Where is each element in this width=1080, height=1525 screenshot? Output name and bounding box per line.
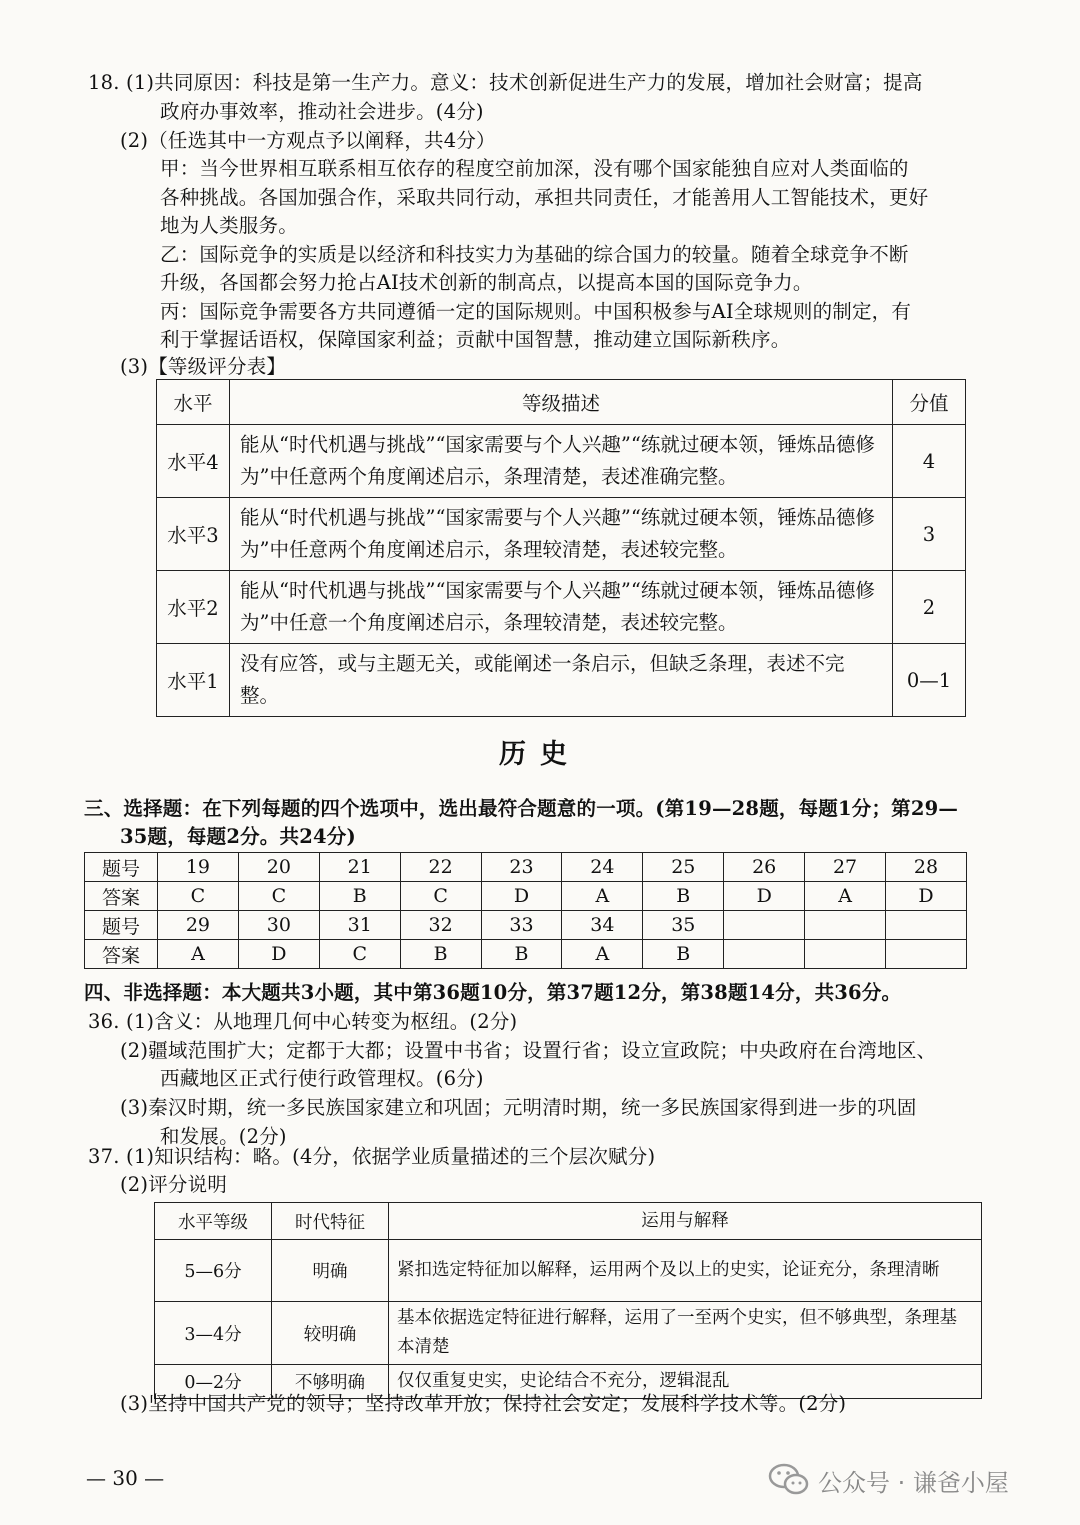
answer-cell: 19 [158, 853, 239, 882]
grading-table-level [156, 379, 966, 717]
table-header-row [155, 1203, 982, 1240]
score-cell: 0—1 [893, 644, 966, 717]
row-label: 题号 [85, 911, 158, 940]
answer-cell: 28 [886, 853, 967, 882]
q18-line-4: 甲：当今世界相互联系相互依存的程度空前加深，没有哪个国家能独自应对人类面临的 [160, 157, 909, 180]
q36-line-5: 和发展。(2分) [160, 1125, 287, 1148]
feature-cell: 明确 [272, 1240, 389, 1302]
answer-cell: A [805, 882, 886, 911]
answer-cell: B [319, 882, 400, 911]
answer-cell: C [238, 882, 319, 911]
q18-line-6: 地为人类服务。 [160, 214, 298, 237]
table-header-feature: 时代特征 [272, 1203, 389, 1240]
answer-cell: 34 [562, 911, 643, 940]
wechat-icon [768, 1462, 810, 1498]
desc-cell: 仅仅重复史实，史论结合不充分，逻辑混乱 [389, 1365, 982, 1399]
table-row [85, 911, 967, 940]
row-label: 答案 [85, 940, 158, 969]
answer-cell: 33 [481, 911, 562, 940]
q18-line-9: 丙：国际竞争需要各方共同遵循一定的国际规则。中国积极参与AI全球规则的制定，有 [160, 300, 912, 323]
answer-cell: 32 [400, 911, 481, 940]
table-header-score: 分值 [893, 380, 966, 425]
feature-cell: 较明确 [272, 1302, 389, 1365]
watermark [768, 1462, 1009, 1498]
table-row [155, 1240, 982, 1302]
table-row [157, 425, 966, 498]
answer-cell [886, 940, 967, 969]
answer-cell: 23 [481, 853, 562, 882]
answer-cell: C [400, 882, 481, 911]
watermark-text: 公众号 · 谦爸小屋 [818, 1468, 1009, 1497]
q18-line-1: 18. (1)共同原因：科技是第一生产力。意义：技术创新促进生产力的发展，增加社会财富；提高 [88, 71, 923, 94]
answer-cell: 26 [724, 853, 805, 882]
answer-cell: B [400, 940, 481, 969]
answer-cell [805, 940, 886, 969]
answer-cell: 29 [158, 911, 239, 940]
answer-cell: A [562, 882, 643, 911]
score-cell: 2 [893, 571, 966, 644]
q36-line-3: 西藏地区正式行使行政管理权。(6分) [160, 1067, 484, 1090]
score-cell: 4 [893, 425, 966, 498]
level-cell: 水平4 [157, 425, 230, 498]
answer-cell: D [238, 940, 319, 969]
answer-cell: 31 [319, 911, 400, 940]
desc-cell: 没有应答，或与主题无关，或能阐述一条启示，但缺乏条理，表述不完整。 [230, 644, 893, 717]
table-row [157, 644, 966, 717]
q18-line-8: 升级，各国都会努力抢占AI技术创新的制高点，以提高本国的国际竞争力。 [160, 271, 813, 294]
q18-line-7: 乙：国际竞争的实质是以经济和科技实力为基础的综合国力的较量。随着全球竞争不断 [160, 243, 909, 266]
table-row [155, 1302, 982, 1365]
answer-cell [724, 940, 805, 969]
q18-line-2: 政府办事效率，推动社会进步。(4分) [160, 100, 484, 123]
answer-cell: 30 [238, 911, 319, 940]
q36-line-4: (3)秦汉时期，统一多民族国家建立和巩固；元明清时期，统一多民族国家得到进一步的巩固 [120, 1096, 917, 1119]
level-cell: 水平2 [157, 571, 230, 644]
answer-cell [886, 911, 967, 940]
desc-cell: 基本依据选定特征进行解释，运用了一至两个史实，但不够典型，条理基本清楚 [389, 1302, 982, 1365]
q37-line-2: (2)评分说明 [120, 1173, 228, 1196]
answer-cell: B [643, 940, 724, 969]
q18-line-11: (3)【等级评分表】 [120, 355, 287, 378]
q18-line-5: 各种挑战。各国加强合作，采取共同行动，承担共同责任，才能善用人工智能技术，更好 [160, 186, 929, 209]
level-cell: 水平1 [157, 644, 230, 717]
level-cell: 0—2分 [155, 1365, 272, 1399]
q37-line-3: (3)坚持中国共产党的领导；坚持改革开放；保持社会安定；发展科学技术等。(2分) [120, 1392, 847, 1415]
section4-heading: 四、非选择题：本大题共3小题，其中第36题10分，第37题12分，第38题14分，共36分。 [84, 981, 902, 1004]
table-header-level: 水平 [157, 380, 230, 425]
page-number: — 30 — [86, 1466, 165, 1490]
q37-line-1: 37. (1)知识结构：略。(4分，依据学业质量描述的三个层次赋分) [88, 1145, 656, 1168]
level-cell: 水平3 [157, 498, 230, 571]
desc-cell: 紧扣选定特征加以解释，运用两个及以上的史实，论证充分，条理清晰 [389, 1240, 982, 1302]
table-header-level: 水平等级 [155, 1203, 272, 1240]
desc-cell: 能从“时代机遇与挑战”“国家需要与个人兴趣”“练就过硬本领，锤炼品德修为”中任意两个角度阐述启示，条理较清楚，表述较完整。 [230, 498, 893, 571]
answer-cell: 25 [643, 853, 724, 882]
feature-cell: 不够明确 [272, 1365, 389, 1399]
q18-line-10: 利于掌握话语权，保障国家利益；贡献中国智慧，推动建立国际新秩序。 [160, 328, 791, 351]
answer-cell: A [562, 940, 643, 969]
level-cell: 5—6分 [155, 1240, 272, 1302]
answer-cell: C [319, 940, 400, 969]
table-row [85, 882, 967, 911]
answer-cell: 24 [562, 853, 643, 882]
answer-cell [724, 911, 805, 940]
answer-cell: 27 [805, 853, 886, 882]
table-row [85, 853, 967, 882]
desc-cell: 能从“时代机遇与挑战”“国家需要与个人兴趣”“练就过硬本领，锤炼品德修为”中任意两个角度阐述启示，条理清楚，表述准确完整。 [230, 425, 893, 498]
answer-cell: 20 [238, 853, 319, 882]
answer-cell: A [158, 940, 239, 969]
answer-cell: B [643, 882, 724, 911]
answer-cell: C [158, 882, 239, 911]
answer-cell: 22 [400, 853, 481, 882]
table-header-desc: 等级描述 [230, 380, 893, 425]
row-label: 答案 [85, 882, 158, 911]
answer-cell: B [481, 940, 562, 969]
section3-heading-line-2: 35题，每题2分。共24分) [120, 825, 356, 848]
answer-table [84, 852, 967, 969]
q18-line-3: (2)（任选其中一方观点予以阐释，共4分） [120, 129, 496, 152]
history-section-title: 历史 [499, 739, 581, 770]
answer-cell: 21 [319, 853, 400, 882]
section3-heading-line-1: 三、选择题：在下列每题的四个选项中，选出最符合题意的一项。(第19—28题，每题1分；第29— [84, 797, 959, 820]
answer-cell: D [886, 882, 967, 911]
table-row [85, 940, 967, 969]
q36-line-2: (2)疆域范围扩大；定都于大都；设置中书省；设置行省；设立宣政院；中央政府在台湾地区、 [120, 1039, 937, 1062]
grading-table-history [154, 1202, 982, 1399]
desc-cell: 能从“时代机遇与挑战”“国家需要与个人兴趣”“练就过硬本领，锤炼品德修为”中任意一个角度阐述启示，条理较清楚，表述较完整。 [230, 571, 893, 644]
level-cell: 3—4分 [155, 1302, 272, 1365]
q36-line-1: 36. (1)含义：从地理几何中心转变为枢纽。(2分) [88, 1010, 518, 1033]
answer-cell: 35 [643, 911, 724, 940]
score-cell: 3 [893, 498, 966, 571]
table-row [157, 571, 966, 644]
row-label: 题号 [85, 853, 158, 882]
answer-cell [805, 911, 886, 940]
table-row [157, 498, 966, 571]
answer-cell: D [481, 882, 562, 911]
table-header-desc: 运用与解释 [389, 1203, 982, 1240]
answer-cell: D [724, 882, 805, 911]
